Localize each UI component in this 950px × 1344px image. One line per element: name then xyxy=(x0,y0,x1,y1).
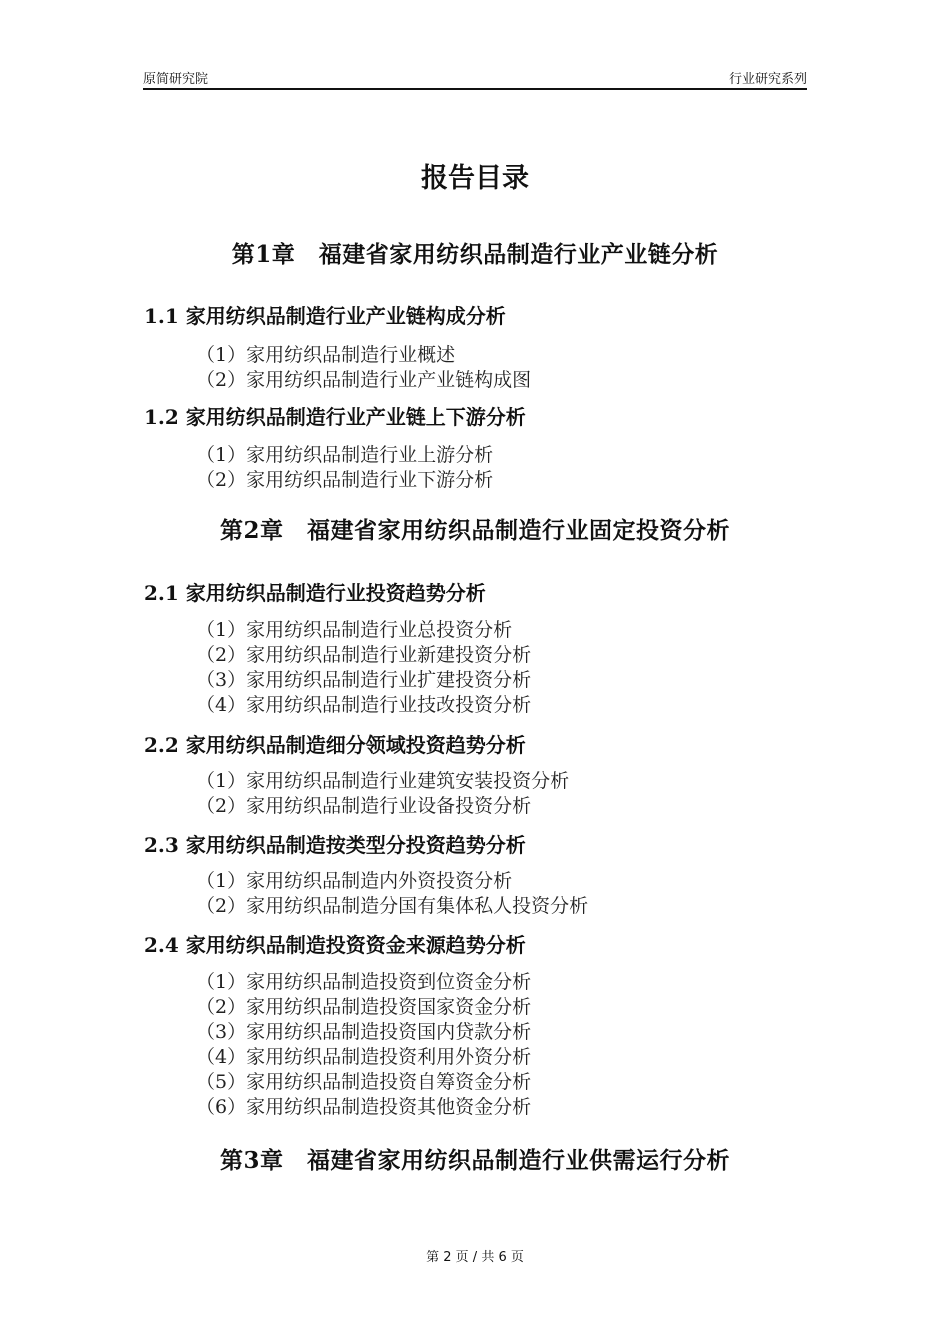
page-header xyxy=(143,66,807,90)
section-2-4-heading: 2.4 家用纺织品制造投资资金来源趋势分析 xyxy=(144,933,526,957)
section-1-2-heading: 1.2 家用纺织品制造行业产业链上下游分析 xyxy=(144,405,526,429)
toc-item: （2）家用纺织品制造行业设备投资分析 xyxy=(196,795,532,817)
section-2-1-heading: 2.1 家用纺织品制造行业投资趋势分析 xyxy=(144,581,486,605)
toc-item: （3）家用纺织品制造行业扩建投资分析 xyxy=(196,669,532,691)
toc-item: （2）家用纺织品制造行业产业链构成图 xyxy=(196,369,532,391)
toc-item: （4）家用纺织品制造行业技改投资分析 xyxy=(196,694,532,716)
section-2-3-heading: 2.3 家用纺织品制造按类型分投资趋势分析 xyxy=(144,833,526,857)
chapter-2-heading: 第2章 福建省家用纺织品制造行业固定投资分析 xyxy=(219,517,730,544)
section-2-2-heading: 2.2 家用纺织品制造细分领域投资趋势分析 xyxy=(144,733,526,757)
header-series: 行业研究系列 xyxy=(728,72,807,87)
toc-item: （2）家用纺织品制造分国有集体私人投资分析 xyxy=(196,895,589,917)
header-publisher: 原简研究院 xyxy=(143,72,209,87)
page-footer: 第 2 页 / 共 6 页 xyxy=(426,1250,524,1265)
toc-item: （3）家用纺织品制造投资国内贷款分析 xyxy=(196,1021,532,1043)
toc-item: （2）家用纺织品制造行业下游分析 xyxy=(196,469,494,491)
toc-item: （1）家用纺织品制造投资到位资金分析 xyxy=(196,971,532,993)
toc-item: （6）家用纺织品制造投资其他资金分析 xyxy=(196,1096,532,1118)
chapter-1-heading: 第1章 福建省家用纺织品制造行业产业链分析 xyxy=(231,241,719,268)
toc-item: （1）家用纺织品制造内外资投资分析 xyxy=(196,870,513,892)
toc-item: （2）家用纺织品制造行业新建投资分析 xyxy=(196,644,532,666)
toc-item: （1）家用纺织品制造行业概述 xyxy=(196,344,456,366)
toc-item: （2）家用纺织品制造投资国家资金分析 xyxy=(196,996,532,1018)
toc-item: （5）家用纺织品制造投资自筹资金分析 xyxy=(196,1071,532,1093)
toc-item: （4）家用纺织品制造投资利用外资分析 xyxy=(196,1046,532,1068)
toc-item: （1）家用纺织品制造行业建筑安装投资分析 xyxy=(196,770,570,792)
section-1-1-heading: 1.1 家用纺织品制造行业产业链构成分析 xyxy=(144,304,506,328)
report-toc-title: 报告目录 xyxy=(421,163,529,194)
toc-item: （1）家用纺织品制造行业总投资分析 xyxy=(196,619,513,641)
toc-item: （1）家用纺织品制造行业上游分析 xyxy=(196,444,494,466)
chapter-3-heading: 第3章 福建省家用纺织品制造行业供需运行分析 xyxy=(219,1147,730,1174)
